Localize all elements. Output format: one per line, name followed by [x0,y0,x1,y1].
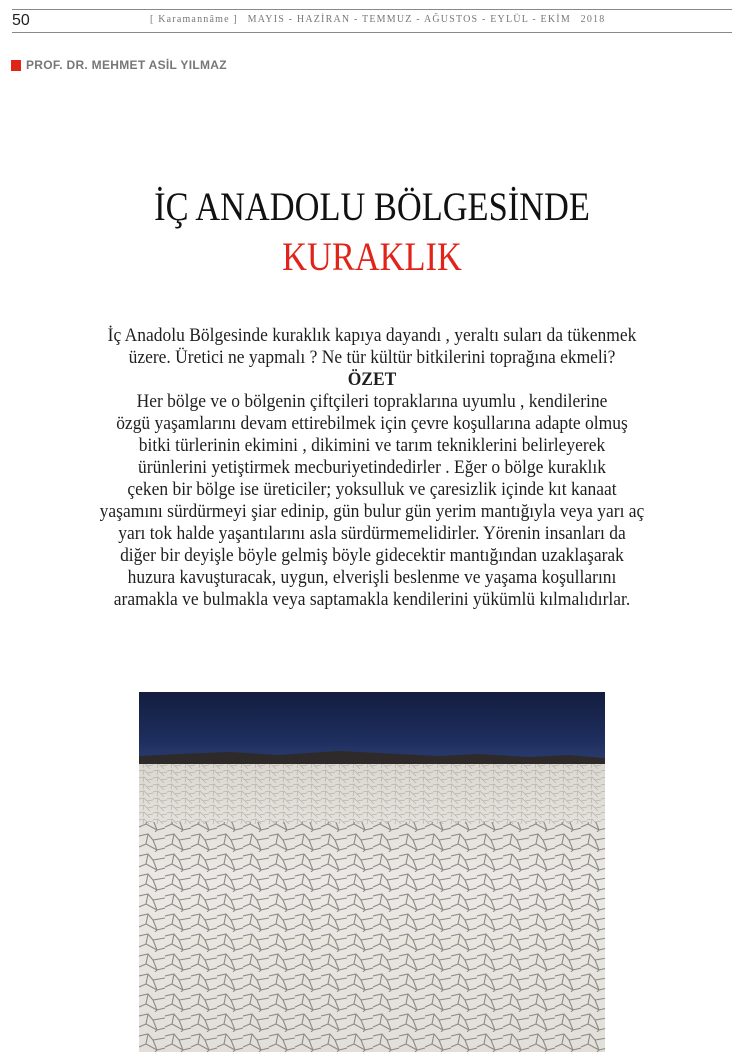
summary-line: özgü yaşamlarını devam ettirebilmek için çevre koşullarına adapte olmuş [116,413,628,434]
article-title-line1: İÇ ANADOLU BÖLGESİNDE [154,184,590,229]
summary-heading: ÖZET [347,369,397,390]
running-header [150,14,611,25]
author-marker-square [11,60,21,71]
near-cracks [139,822,605,1052]
intro-line: İç Anadolu Bölgesinde kuraklık kapıya dayandı , yeraltı suları da tükenmek [107,325,637,346]
summary-line: aramakla ve bulmakla veya saptamakla kendilerini yükümlü kılmalıdırlar. [113,589,631,610]
summary-line: yarı tok halde yaşantılarını asla sürdürmemelidirler. Yörenin insanları da [118,523,626,544]
header-top-rule [12,9,732,10]
header-bottom-rule [12,32,732,33]
issue-months: MAYIS - HAZİRAN - TEMMUZ - AĞUSTOS - EYLÜL - EKİM [247,14,571,25]
author-byline [11,58,227,72]
page-number: 50 [12,12,30,29]
article-body [22,325,722,611]
summary-line: yaşamını sürdürmeyi şiar edinip, gün bulur gün yerim mantığıyla veya yarı aç [99,501,645,522]
summary-line: bitki türlerinin ekimini , dikimini ve tarım tekniklerini belirleyerek [138,435,606,456]
intro-line: üzere. Üretici ne yapmalı ? Ne tür kültür bitkilerini toprağına ekmeli? [128,347,616,368]
summary-line: ürünlerini yetiştirmek mecburiyetindedirler . Eğer o bölge kuraklık [138,457,606,478]
author-name: PROF. DR. MEHMET ASİL YILMAZ [26,58,227,72]
article-title-line2: KURAKLIK [282,234,462,279]
cracked-earth-image [139,692,605,1052]
drought-photo [139,692,605,1052]
summary-line: çeken bir bölge ise üreticiler; yoksulluk ve çaresizlik içinde kıt kanaat [127,479,617,500]
magazine-name: [ Karamannâme ] [150,14,238,25]
sky [139,692,605,762]
far-cracks [139,764,605,824]
summary-line: Her bölge ve o bölgenin çiftçileri topraklarına uyumlu , kendilerine [136,391,608,412]
summary-line: diğer bir deyişle böyle gelmiş böyle gidecektir mantığından uzaklaşarak [120,545,624,566]
issue-year: 2018 [580,14,606,25]
summary-line: huzura kavuşturacak, uygun, elverişli beslenme ve yaşama koşullarını [127,567,617,588]
